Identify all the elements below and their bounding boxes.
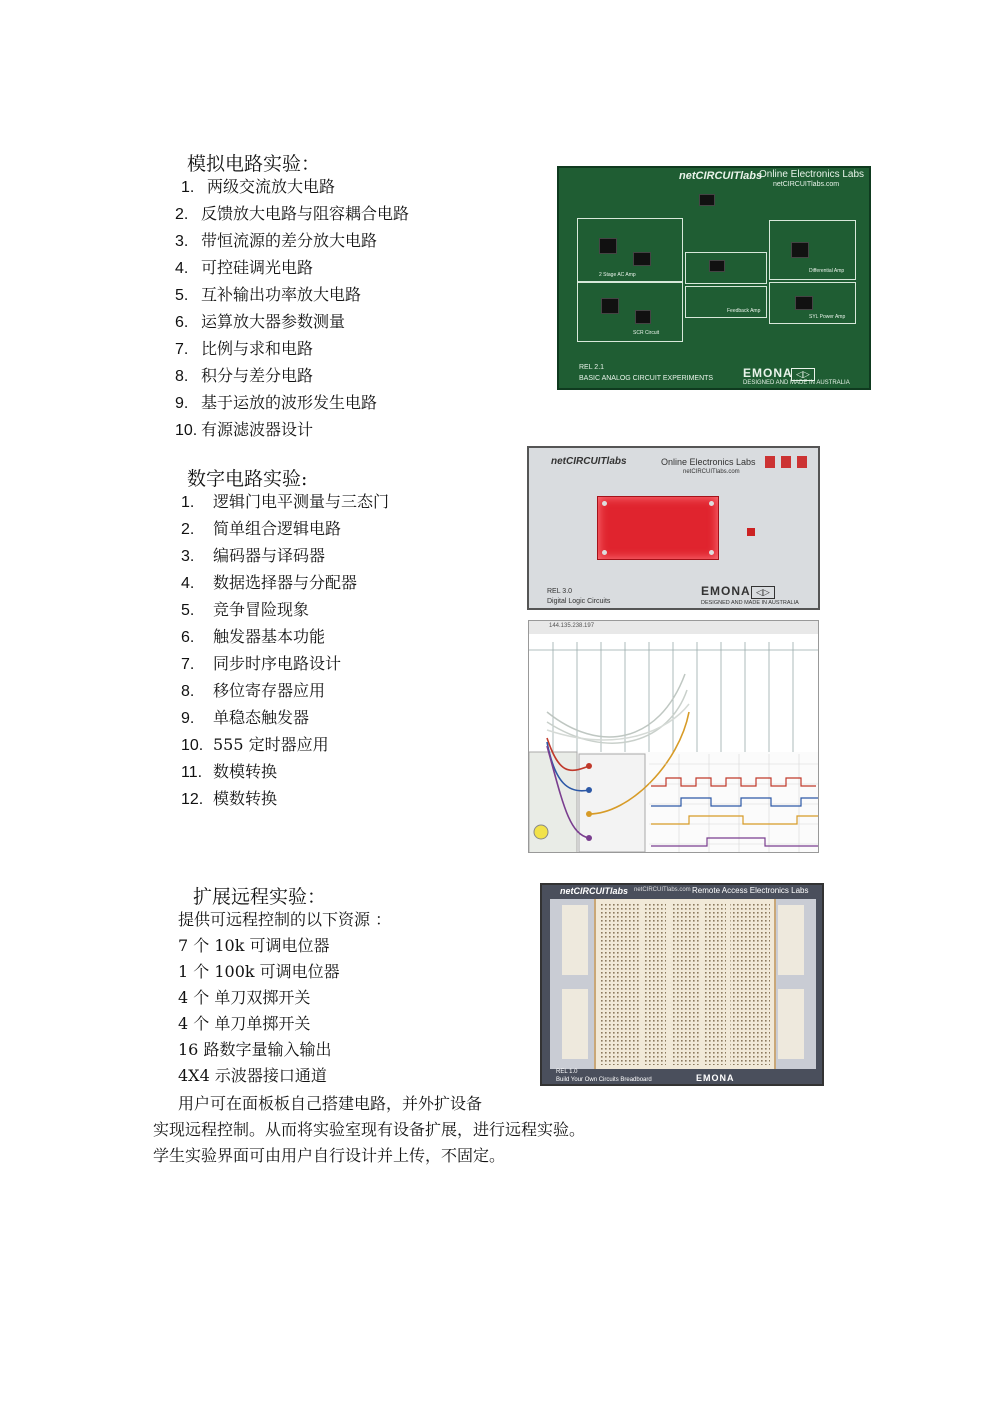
extended-intro: 提供可远程控制的以下资源 ：: [178, 910, 392, 929]
list-text: 单稳态触发器: [213, 708, 310, 727]
side-strip: [778, 989, 804, 1059]
emona-logo: EMONA: [696, 1073, 735, 1083]
list-item: [175, 201, 409, 228]
pcb-chip: [709, 260, 725, 272]
remote-lab-ui-drawing: [529, 634, 819, 853]
board-brand: netCIRCUITlabs: [679, 170, 763, 182]
list-item: [181, 570, 389, 597]
board-title: Online Electronics Labs: [759, 169, 865, 180]
list-item: [181, 597, 389, 624]
list-text: 互补输出功率放大电路: [201, 285, 362, 304]
list-number: 2.: [181, 521, 195, 538]
board-brand: netCIRCUITlabs: [560, 886, 629, 896]
board-model: REL 2.1: [579, 364, 605, 371]
list-text: 数据选择器与分配器: [213, 573, 358, 592]
pcb-sub-label: SYL Power Amp: [809, 314, 846, 320]
small-switch-icon: [747, 528, 755, 536]
list-item: [175, 309, 409, 336]
pcb-chip: [699, 194, 715, 206]
list-item: [175, 390, 409, 417]
list-number: 8.: [175, 368, 189, 385]
list-number: 12.: [181, 791, 204, 808]
pcb-sub-label: Differential Amp: [809, 268, 845, 274]
board-url: netCIRCUITlabs.com: [683, 469, 740, 475]
list-item: [181, 705, 389, 732]
board-desc: Build Your Own Circuits Breadboard: [556, 1077, 652, 1083]
list-text: 同步时序电路设计: [213, 654, 342, 673]
digital-heading: 数字电路实验:: [187, 468, 308, 490]
board-made: DESIGNED AND MADE IN AUSTRALIA: [701, 600, 799, 606]
list-text: 带恒流源的差分放大电路: [201, 231, 378, 250]
list-text: 逻辑门电平测量与三态门: [213, 492, 390, 511]
extended-list: [178, 933, 340, 1089]
led-icon: [781, 456, 791, 468]
side-strip: [562, 989, 588, 1059]
resource-item: 16 路数字量输入输出: [178, 1040, 332, 1059]
list-text: 编码器与译码器: [213, 546, 326, 565]
analog-heading: 模拟电路实验：: [187, 153, 321, 175]
screw-icon: [709, 501, 714, 506]
pcb-chip: [791, 242, 809, 258]
screw-icon: [602, 501, 607, 506]
resource-item: 4X4 示波器接口通道: [178, 1066, 327, 1085]
board-title: Remote Access Electronics Labs: [692, 886, 809, 895]
list-item: [181, 516, 389, 543]
list-number: 6.: [181, 629, 195, 646]
list-number: 1.: [181, 494, 195, 511]
resource-item: 4 个 单刀双掷开关: [178, 988, 311, 1007]
list-item: [175, 228, 409, 255]
browser-address-bar: [529, 621, 819, 635]
list-text: 555 定时器应用: [213, 735, 329, 754]
remote-lab-screenshot: [528, 620, 819, 853]
resource-item: 4 个 单刀单掷开关: [178, 1014, 311, 1033]
labs-logo-icon: ◁▷: [751, 586, 775, 599]
pcb-sub-label: 2 Stage AC Amp: [599, 272, 636, 278]
list-text: 基于运放的波形发生电路: [201, 393, 378, 412]
list-number: 9.: [181, 710, 195, 727]
list-number: 5.: [181, 602, 195, 619]
list-item: [181, 543, 389, 570]
list-number: 6.: [175, 314, 189, 331]
breadboard-image: [540, 883, 824, 1086]
digital-list: [181, 489, 389, 813]
extended-para-line: 学生实验界面可由用户自行设计并上传，不固定。: [153, 1146, 506, 1165]
pcb-chip: [635, 310, 651, 324]
list-item: [181, 759, 389, 786]
board-desc: BASIC ANALOG CIRCUIT EXPERIMENTS: [579, 375, 714, 382]
list-text: 有源滤波器设计: [201, 420, 314, 439]
emona-logo: EMONA: [701, 584, 751, 598]
resource-item: 7 个 10k 可调电位器: [178, 936, 330, 955]
list-item: [181, 624, 389, 651]
side-strip: [562, 905, 588, 975]
list-text: 可控硅调光电路: [201, 258, 314, 277]
list-item: [181, 732, 389, 759]
red-cover-plate: [597, 496, 719, 560]
list-number: 5.: [175, 287, 189, 304]
pcb-chip: [795, 296, 813, 310]
breadboard-main: [594, 899, 776, 1069]
pcb-chip: [599, 238, 617, 254]
board-model: REL 3.0: [547, 588, 573, 595]
led-icon: [797, 456, 807, 468]
screw-icon: [602, 550, 607, 555]
list-number: 4.: [181, 575, 195, 592]
digital-board-image: [527, 446, 820, 610]
list-number: 10.: [175, 422, 198, 439]
list-text: 简单组合逻辑电路: [213, 519, 342, 538]
list-text: 模数转换: [213, 789, 278, 808]
pcb-section-box: [685, 252, 767, 284]
list-number: 2.: [175, 206, 189, 223]
list-item: [181, 786, 389, 813]
address-text: 144.135.238.197: [549, 623, 595, 629]
list-item: [181, 678, 389, 705]
resource-item: 1 个 100k 可调电位器: [178, 962, 340, 981]
list-number: 10.: [181, 737, 204, 754]
screw-icon: [709, 550, 714, 555]
list-text: 两级交流放大电路: [207, 177, 336, 196]
side-strip: [778, 905, 804, 975]
led-icon: [765, 456, 775, 468]
list-number: 4.: [175, 260, 189, 277]
analog-board-image: [557, 166, 871, 390]
list-number: 9.: [175, 395, 189, 412]
extended-para-line: 实现远程控制。从而将实验室现有设备扩展，进行远程实验。: [153, 1120, 586, 1139]
extended-para-line: 用户可在面板板自己搭建电路，并外扩设备: [178, 1094, 483, 1113]
list-item: [175, 282, 409, 309]
list-number: 7.: [181, 656, 195, 673]
list-item: [181, 489, 389, 516]
list-text: 数模转换: [213, 762, 278, 781]
board-title: Online Electronics Labs: [661, 457, 756, 467]
list-number: 8.: [181, 683, 195, 700]
list-number: 3.: [175, 233, 189, 250]
list-text: 比例与求和电路: [201, 339, 314, 358]
list-item: [175, 336, 409, 363]
pcb-chip: [601, 298, 619, 314]
board-url: netCIRCUITlabs.com: [773, 181, 840, 188]
analog-list: [175, 174, 409, 444]
emona-logo: EMONA: [743, 366, 793, 380]
list-number: 1.: [181, 179, 195, 196]
list-item: [175, 363, 409, 390]
pcb-sub-label: SCR Circuit: [633, 330, 660, 336]
extended-heading: 扩展远程实验：: [193, 886, 327, 908]
board-desc: Digital Logic Circuits: [547, 598, 611, 605]
list-item: [181, 651, 389, 678]
list-text: 触发器基本功能: [213, 627, 326, 646]
labs-logo-icon: ◁▷: [791, 368, 815, 381]
list-text: 反馈放大电路与阻容耦合电路: [201, 204, 410, 223]
list-item: [175, 417, 409, 444]
lamp-icon: [534, 825, 548, 839]
list-item: [175, 255, 409, 282]
list-number: 3.: [181, 548, 195, 565]
list-text: 竞争冒险现象: [213, 600, 310, 619]
breadboard-holes: [596, 899, 774, 1069]
list-number: 7.: [175, 341, 189, 358]
board-model: REL 1.0: [556, 1069, 578, 1075]
list-text: 积分与差分电路: [201, 366, 314, 385]
list-item: [175, 174, 409, 201]
board-made: DESIGNED AND MADE IN AUSTRALIA: [743, 380, 850, 386]
pcb-sub-label: Feedback Amp: [727, 308, 761, 314]
pcb-chip: [633, 252, 651, 266]
list-number: 11.: [181, 764, 203, 781]
board-brand: netCIRCUITlabs: [551, 456, 627, 467]
pcb-section-box: [577, 282, 683, 342]
board-url: netCIRCUITlabs.com: [634, 887, 691, 893]
circuit-grid-area: [529, 634, 819, 752]
list-text: 运算放大器参数测量: [201, 312, 346, 331]
list-text: 移位寄存器应用: [213, 681, 326, 700]
